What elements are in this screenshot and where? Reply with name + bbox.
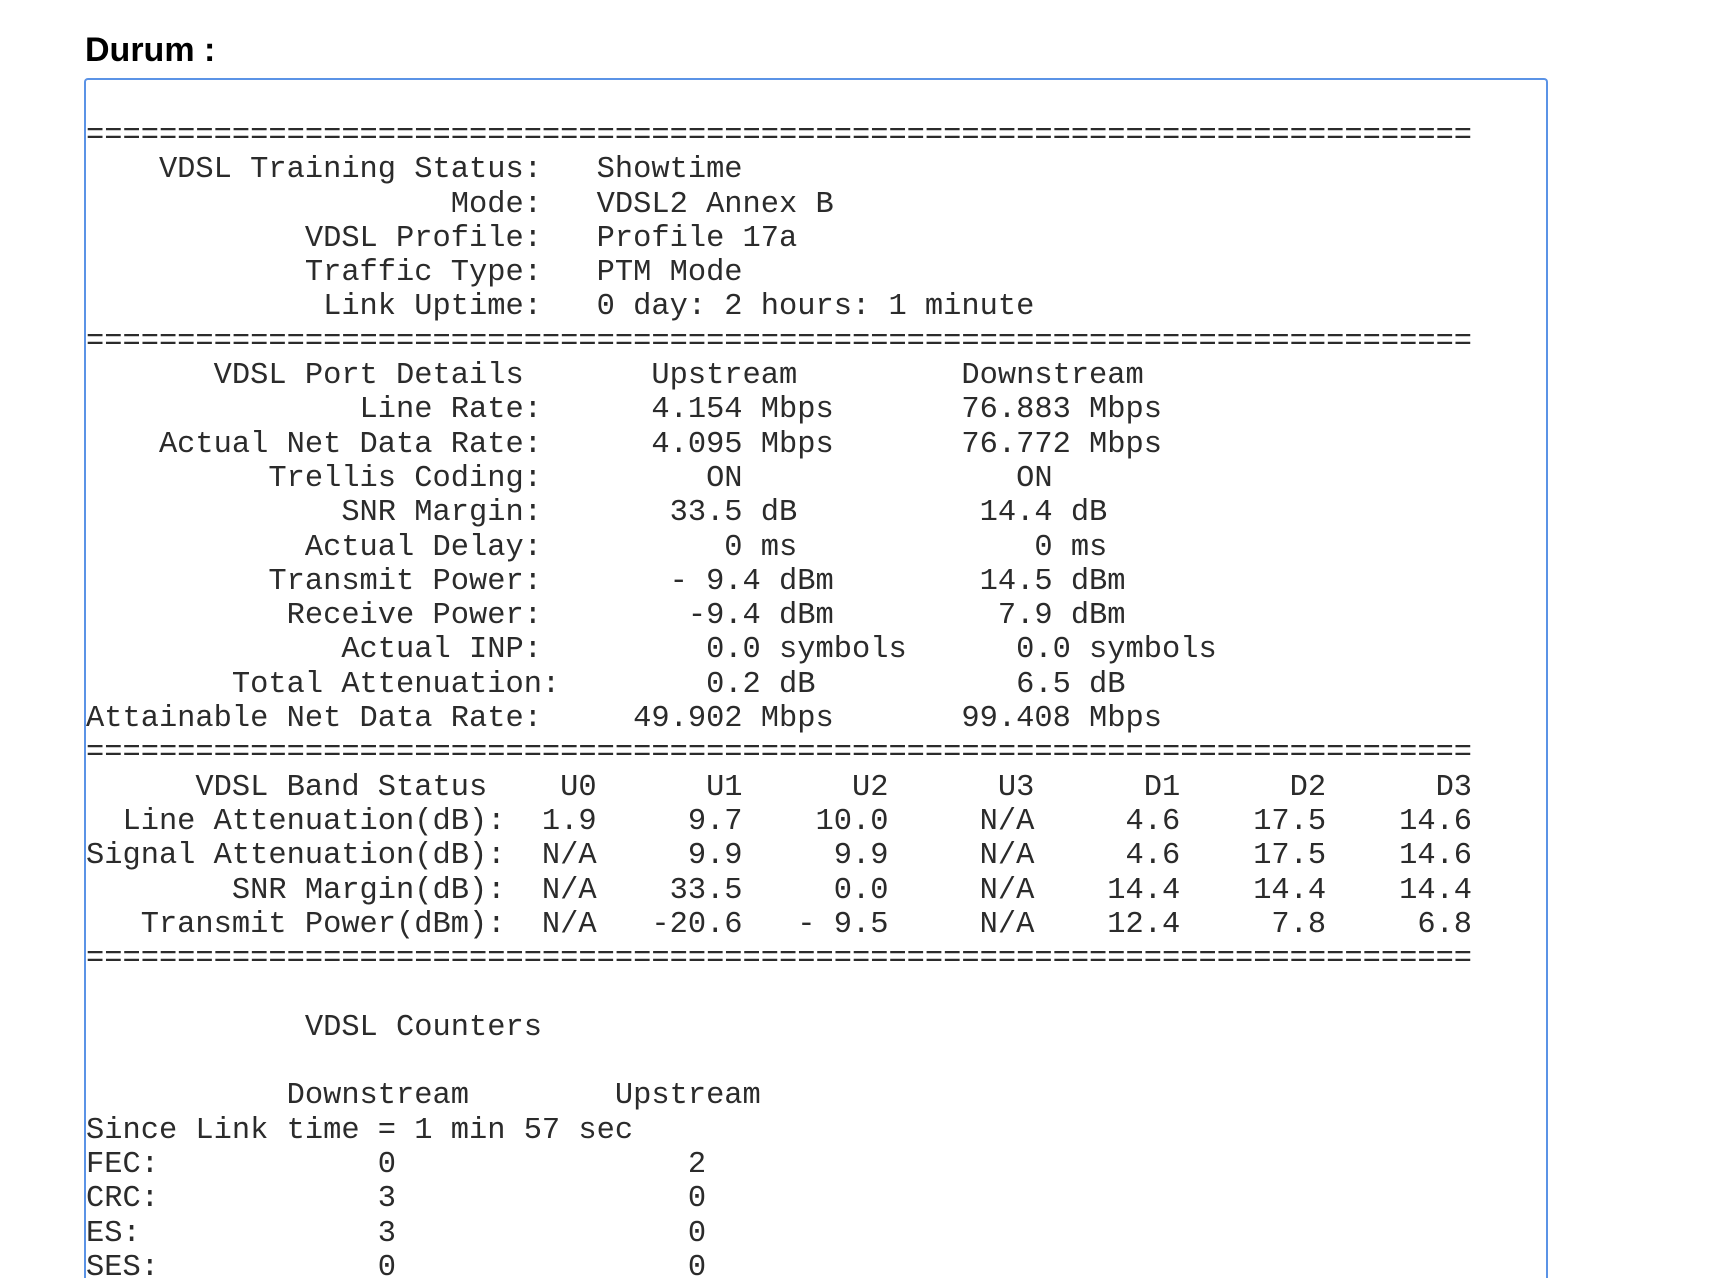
band-status-header: VDSL Band Status U0 U1 U2 U3 D1 D2 D3	[86, 770, 1473, 805]
actual-delay-line: Actual Delay: 0 ms 0 ms	[86, 530, 1108, 565]
net-data-rate-line: Actual Net Data Rate: 4.095 Mbps 76.772 Mbps	[86, 427, 1163, 462]
traffic-type-line: Traffic Type: PTM Mode	[86, 256, 743, 291]
actual-inp-line: Actual INP: 0.0 symbols 0.0 symbols	[86, 633, 1217, 668]
port-details-header: VDSL Port Details Upstream Downstream	[86, 359, 1144, 394]
since-link-line: Since Link time = 1 min 57 sec	[86, 1113, 634, 1148]
training-status-line: VDSL Training Status: Showtime	[86, 153, 743, 188]
band-transmit-power: Transmit Power(dBm): N/A -20.6 - 9.5 N/A 12.4 7.8 6.8	[86, 907, 1473, 942]
es-counter-line: ES: 3 0	[86, 1216, 707, 1251]
trellis-coding-line: Trellis Coding: ON ON	[86, 461, 1053, 496]
status-textarea[interactable]	[84, 78, 1548, 1278]
link-uptime-line: Link Uptime: 0 day: 2 hours: 1 minute	[86, 290, 1035, 325]
blank-line	[86, 1045, 1472, 1079]
profile-line: VDSL Profile: Profile 17a	[86, 221, 798, 256]
band-snr-margin: SNR Margin(dB): N/A 33.5 0.0 N/A 14.4 14.4 14.4	[86, 873, 1473, 908]
snr-margin-line: SNR Margin: 33.5 dB 14.4 dB	[86, 496, 1108, 531]
receive-power-line: Receive Power: -9.4 dBm 7.9 dBm	[86, 599, 1126, 634]
line-rate-line: Line Rate: 4.154 Mbps 76.883 Mbps	[86, 393, 1163, 428]
separator-line: ============================================================================	[86, 736, 1473, 771]
counters-header: Downstream Upstream	[86, 1079, 761, 1114]
counters-title: VDSL Counters	[86, 1010, 542, 1045]
band-line-attenuation: Line Attenuation(dB): 1.9 9.7 10.0 N/A 4.6 17.5 14.6	[86, 804, 1473, 839]
separator-line: ============================================================================	[86, 942, 1473, 977]
transmit-power-line: Transmit Power: - 9.4 dBm 14.5 dBm	[86, 564, 1126, 599]
mode-line: Mode: VDSL2 Annex B	[86, 187, 834, 222]
blank-line	[86, 976, 1472, 1010]
fec-counter-line: FEC: 0 2	[86, 1147, 707, 1182]
separator-line: ============================================================================	[86, 324, 1473, 359]
total-attenuation-line: Total Attenuation: 0.2 dB 6.5 dB	[86, 667, 1126, 702]
crc-counter-line: CRC: 3 0	[86, 1182, 707, 1217]
status-text	[86, 119, 1472, 1278]
separator-line: ============================================================================	[86, 119, 1473, 153]
page-title: Durum :	[85, 31, 216, 69]
band-signal-attenuation: Signal Attenuation(dB): N/A 9.9 9.9 N/A 4.6 17.5 14.6	[86, 839, 1473, 874]
attainable-rate-line: Attainable Net Data Rate: 49.902 Mbps 99.408 Mbps	[86, 702, 1163, 737]
ses-counter-line: SES: 0 0	[86, 1250, 707, 1278]
